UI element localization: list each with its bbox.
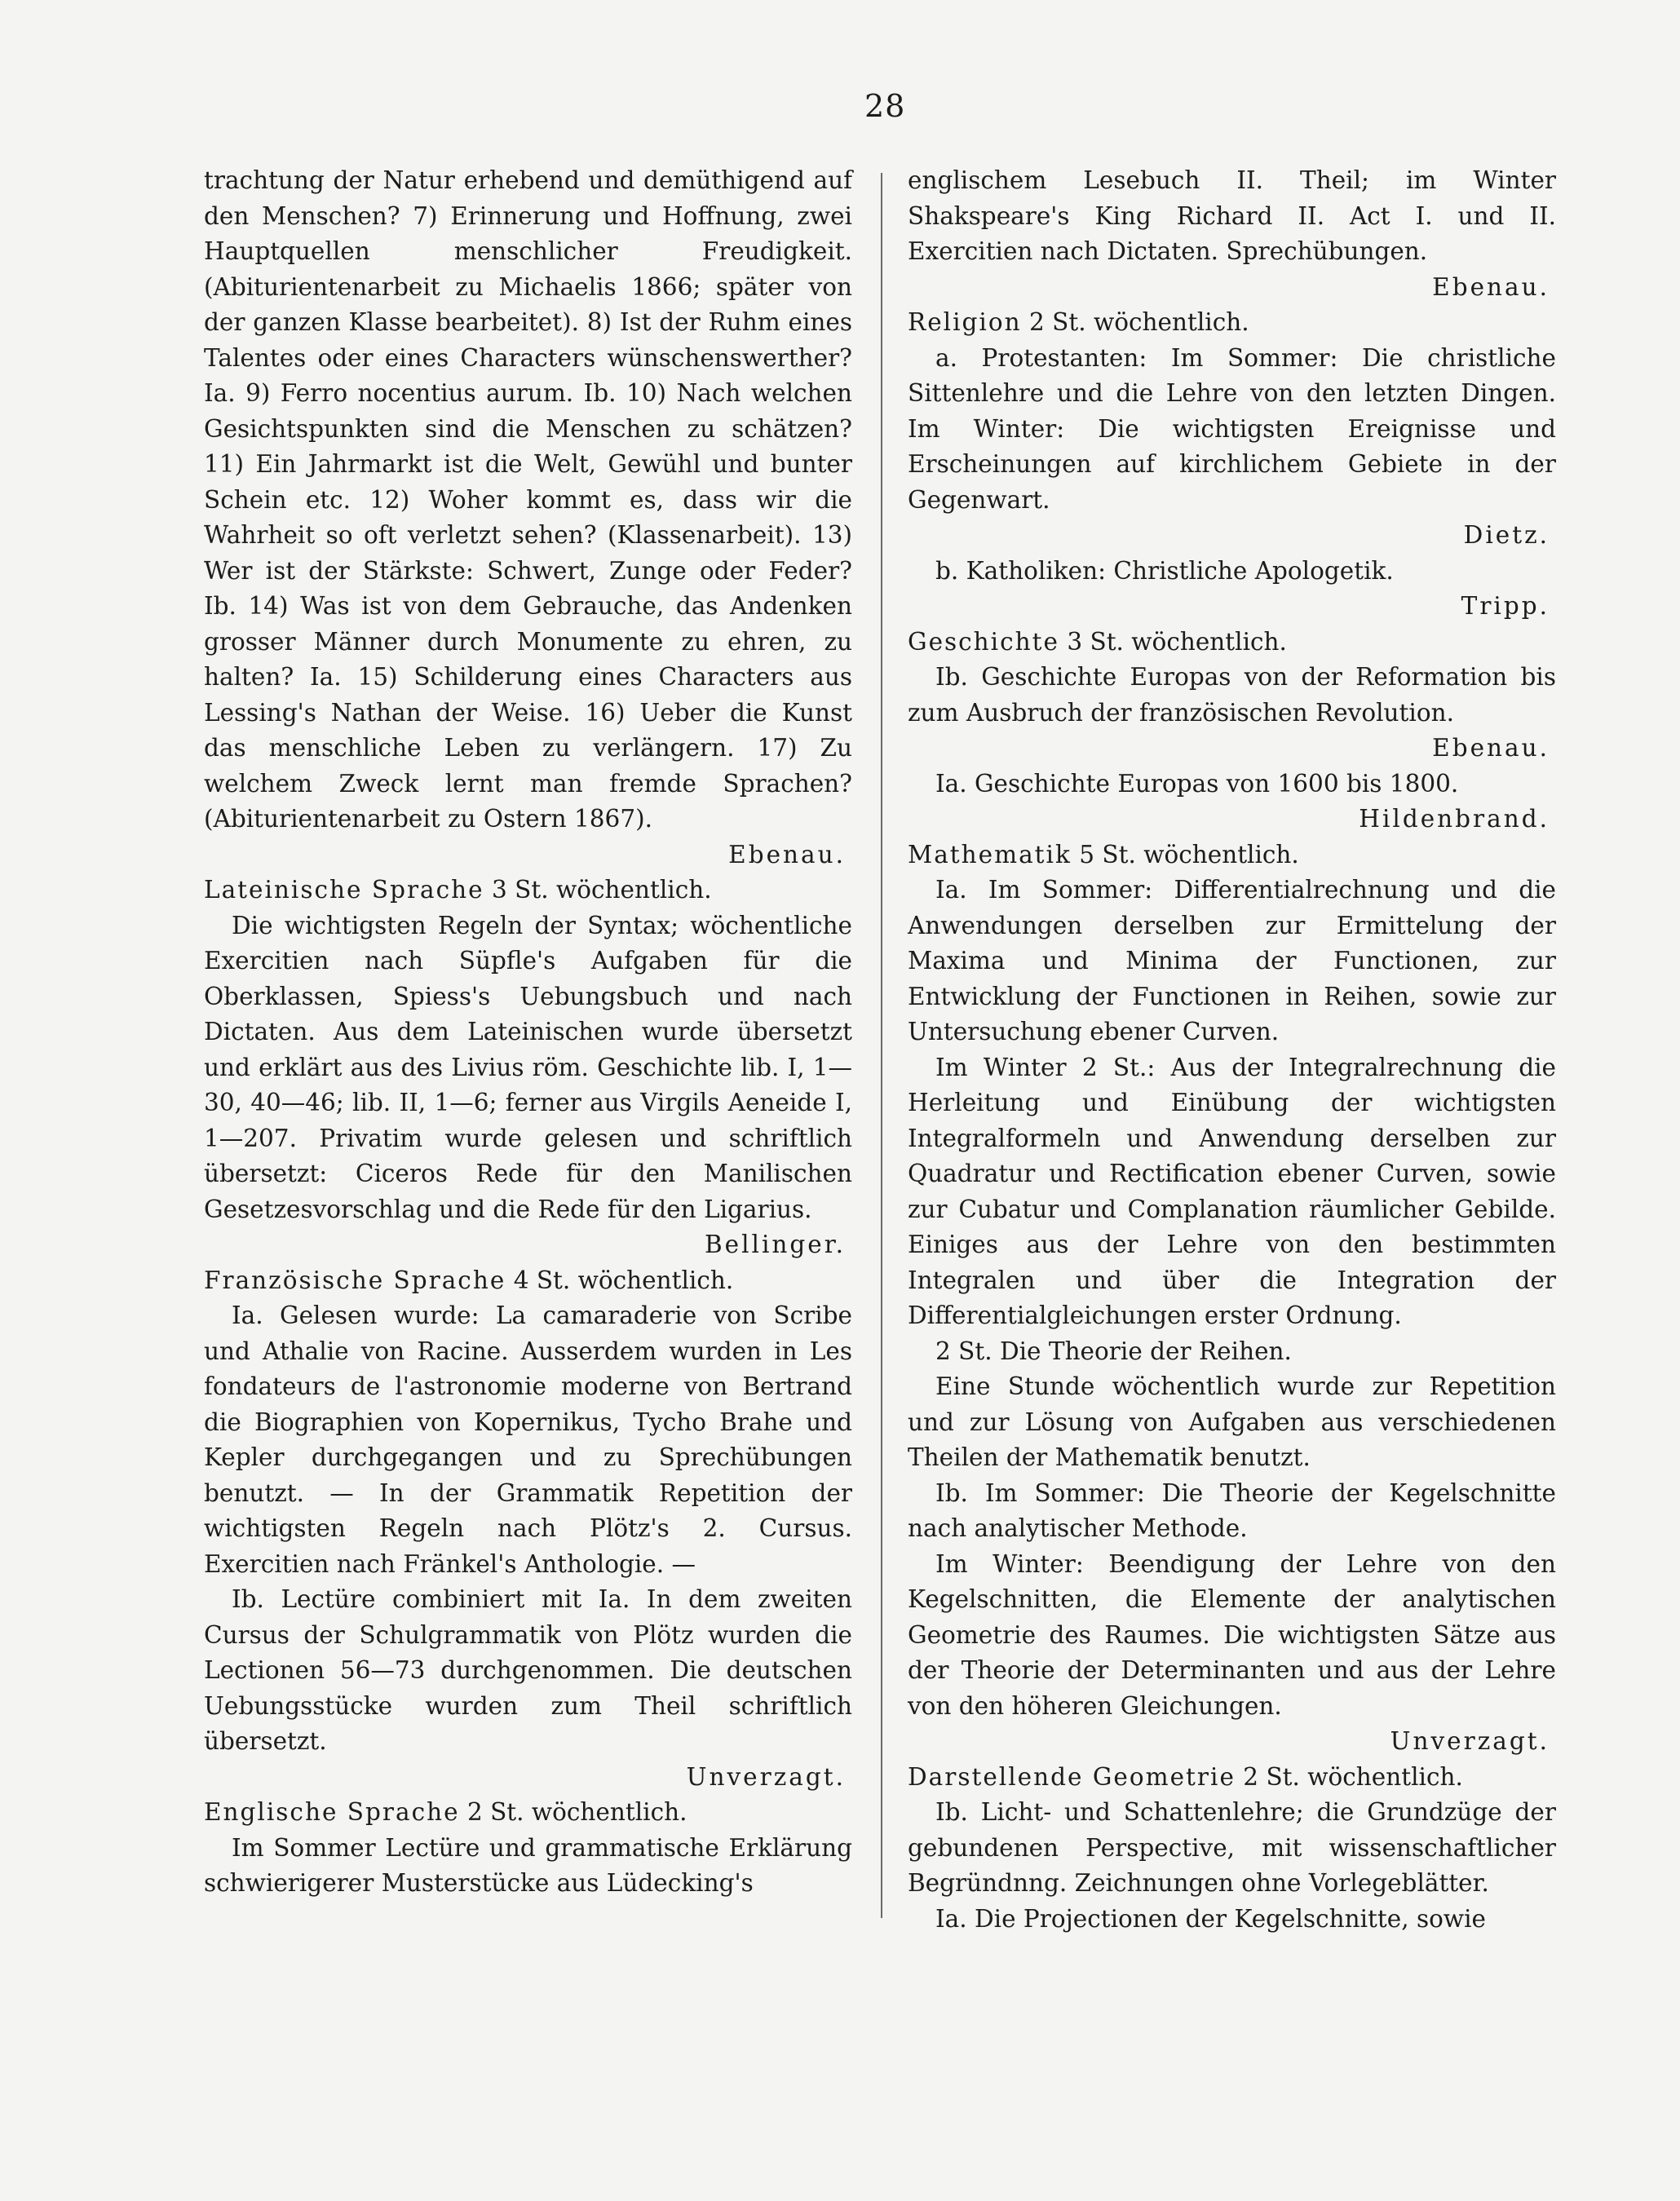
math-heading: [908, 838, 1556, 873]
french-heading: [204, 1263, 852, 1299]
subject-title: Mathematik: [908, 840, 1072, 868]
hours-label: 2 St. wöchentlich.: [466, 1798, 687, 1826]
hours-label: 4 St. wöchentlich.: [513, 1266, 734, 1294]
geometry-heading: [908, 1760, 1556, 1796]
author-hildenbrand: Hildenbrand.: [1359, 805, 1550, 833]
french-ia-text: Ia. Gelesen wurde: La camaraderie von Scribe und Athalie von Racine. Ausserdem wurden in Les fondateurs de l'astronomie moderne von Bertrand die Biographien von Kopernikus, Tycho Brahe und Kepler durchgegangen und zu Sprechübungen benutzt. — In der Grammatik Repetition der wichtigsten Regeln nach Plötz's 2. Cursus. Exercitien nach Fränkel's Anthologie. —: [204, 1302, 852, 1578]
geometry-ib-text: Ib. Licht- und Schattenlehre; die Grundzüge der gebundenen Perspective, mit wissenschaftlicher Begründnng. Zeichnungen ohne Vorlegeblätter.: [908, 1798, 1556, 1897]
math-text: 2 St. Die Theorie der Reihen.: [935, 1337, 1292, 1365]
page-number: 28: [864, 88, 906, 124]
subject-title: Französische Sprache: [204, 1266, 506, 1294]
english-text: Im Sommer Lectüre und grammatische Erklärung schwierigerer Musterstücke aus Lüdecking's: [204, 1833, 852, 1897]
religion-protestant-text: a. Protestanten: Im Sommer: Die christliche Sittenlehre und die Lehre von den letzten Dingen. Im Winter: Die wichtigsten Ereignisse und Erscheinungen auf kirchlichem Gebiete in der Gegenwart.: [908, 343, 1556, 514]
author-ebenau: Ebenau.: [1432, 734, 1550, 762]
english-text-continued: englischem Lesebuch II. Theil; im Winter Shakspeare's King Richard II. Act I. und II. Exercitien nach Dictaten. Sprechübungen.: [908, 166, 1556, 265]
author-unverzagt: Unverzagt.: [686, 1762, 846, 1791]
english-heading: [204, 1795, 852, 1831]
subject-title: Darstellende Geometrie: [908, 1762, 1236, 1791]
right-column: [908, 163, 1556, 1937]
math-text: Im Winter: Beendigung der Lehre von den Kegelschnitten, die Elemente der analytischen Geometrie des Raumes. Die wichtigsten Sätze aus der Theorie der Determinanten und aus der Lehre von den höheren Gleichungen.: [908, 1549, 1556, 1720]
religion-catholic-text: b. Katholiken: Christliche Apologetik.: [935, 556, 1394, 585]
french-ib-text: Ib. Lectüre combiniert mit Ia. In dem zweiten Cursus der Schulgrammatik von Plötz wurden die Lectionen 56—73 durchgenommen. Die deutschen Uebungsstücke wurden zum Theil schriftlich übersetzt.: [204, 1585, 852, 1755]
history-ib-text: Ib. Geschichte Europas von der Reformation bis zum Ausbruch der französischen Revolution.: [908, 663, 1556, 727]
latin-text: Die wichtigsten Regeln der Syntax; wöchentliche Exercitien nach Süpfle's Aufgaben für die Oberklassen, Spiess's Uebungsbuch und nach Dictaten. Aus dem Lateinischen wurde übersetzt und erklärt aus des Livius röm. Geschichte lib. I, 1—30, 40—46; lib. II, 1—6; ferner aus Virgils Aeneide I, 1—207. Privatim wurde gelesen und schriftlich übersetzt: Ciceros Rede für den Manilischen Gesetzesvorschlag und die Rede für den Ligarius.: [204, 911, 852, 1223]
hours-label: 3 St. wöchentlich.: [492, 876, 712, 904]
author-ebenau: Ebenau.: [728, 840, 846, 868]
subject-title: Englische Sprache: [204, 1798, 460, 1826]
hours-label: 2 St. wöchentlich.: [1029, 308, 1249, 336]
subject-title: Geschichte: [908, 627, 1059, 656]
hours-label: 3 St. wöchentlich.: [1067, 627, 1287, 656]
subject-title: Religion: [908, 308, 1022, 336]
author-dietz: Dietz.: [1463, 521, 1550, 549]
left-column: [204, 163, 852, 1902]
author-bellinger: Bellinger.: [704, 1231, 846, 1258]
subject-title: Lateinische Sprache: [204, 876, 484, 904]
math-text: Ia. Im Sommer: Differentialrechnung und die Anwendungen derselben zur Ermittelung der Maxima und Minima der Functionen, zur Entwicklung der Functionen in Reihen, sowie zur Untersuchung ebener Curven.: [908, 876, 1556, 1045]
latin-heading: [204, 873, 852, 908]
history-ia-text: Ia. Geschichte Europas von 1600 bis 1800.: [935, 769, 1459, 798]
hours-label: 5 St. wöchentlich.: [1079, 840, 1299, 868]
math-text: Eine Stunde wöchentlich wurde zur Repetition und zur Lösung von Aufgaben aus verschiedenen Theilen der Mathematik benutzt.: [908, 1372, 1556, 1471]
geometry-ia-text: Ia. Die Projectionen der Kegelschnitte, sowie: [935, 1904, 1486, 1933]
author-tripp: Tripp.: [1461, 592, 1550, 620]
author-ebenau: Ebenau.: [1432, 272, 1550, 301]
hours-label: 2 St. wöchentlich.: [1243, 1762, 1463, 1791]
german-essay-topics: trachtung der Natur erhebend und demüthigend auf den Menschen? 7) Erinnerung und Hoffnung, zwei Hauptquellen menschlicher Freudigkeit. (Abiturientenarbeit zu Michaelis 1866; später von der ganzen Klasse bearbeitet). 8) Ist der Ruhm eines Talentes oder eines Characters wünschenswerther? Ia. 9) Ferro nocentius aurum. Ib. 10) Nach welchen Gesichtspunkten sind die Menschen zu schätzen? 11) Ein Jahrmarkt ist die Welt, Gewühl und bunter Schein etc. 12) Woher kommt es, dass wir die Wahrheit so oft verletzt sehen? (Klassenarbeit). 13) Wer ist der Stärkste: Schwert, Zunge oder Feder? Ib. 14) Was ist von dem Gebrauche, das Andenken grosser Männer durch Monumente zu ehren, zu halten? Ia. 15) Schilderung eines Characters aus Lessing's Nathan der Weise. 16) Ueber die Kunst das menschliche Leben zu verlängern. 17) Zu welchem Zweck lernt man fremde Sprachen? (Abiturientenarbeit zu Ostern 1867).: [204, 166, 852, 833]
religion-heading: [908, 305, 1556, 341]
math-text: Ib. Im Sommer: Die Theorie der Kegelschnitte nach analytischer Methode.: [908, 1478, 1556, 1542]
history-heading: [908, 625, 1556, 661]
math-text: Im Winter 2 St.: Aus der Integralrechnung die Herleitung und Einübung der wichtigsten Integralformeln und Anwendung derselben zur Quadratur und Rectification ebener Curven, sowie zur Cubatur und Complanation räumlicher Gebilde. Einiges aus der Lehre von den bestimmten Integralen und über die Integration der Differentialgleichungen erster Ordnung.: [908, 1053, 1556, 1329]
column-divider: [881, 173, 882, 1918]
author-unverzagt: Unverzagt.: [1390, 1727, 1550, 1755]
